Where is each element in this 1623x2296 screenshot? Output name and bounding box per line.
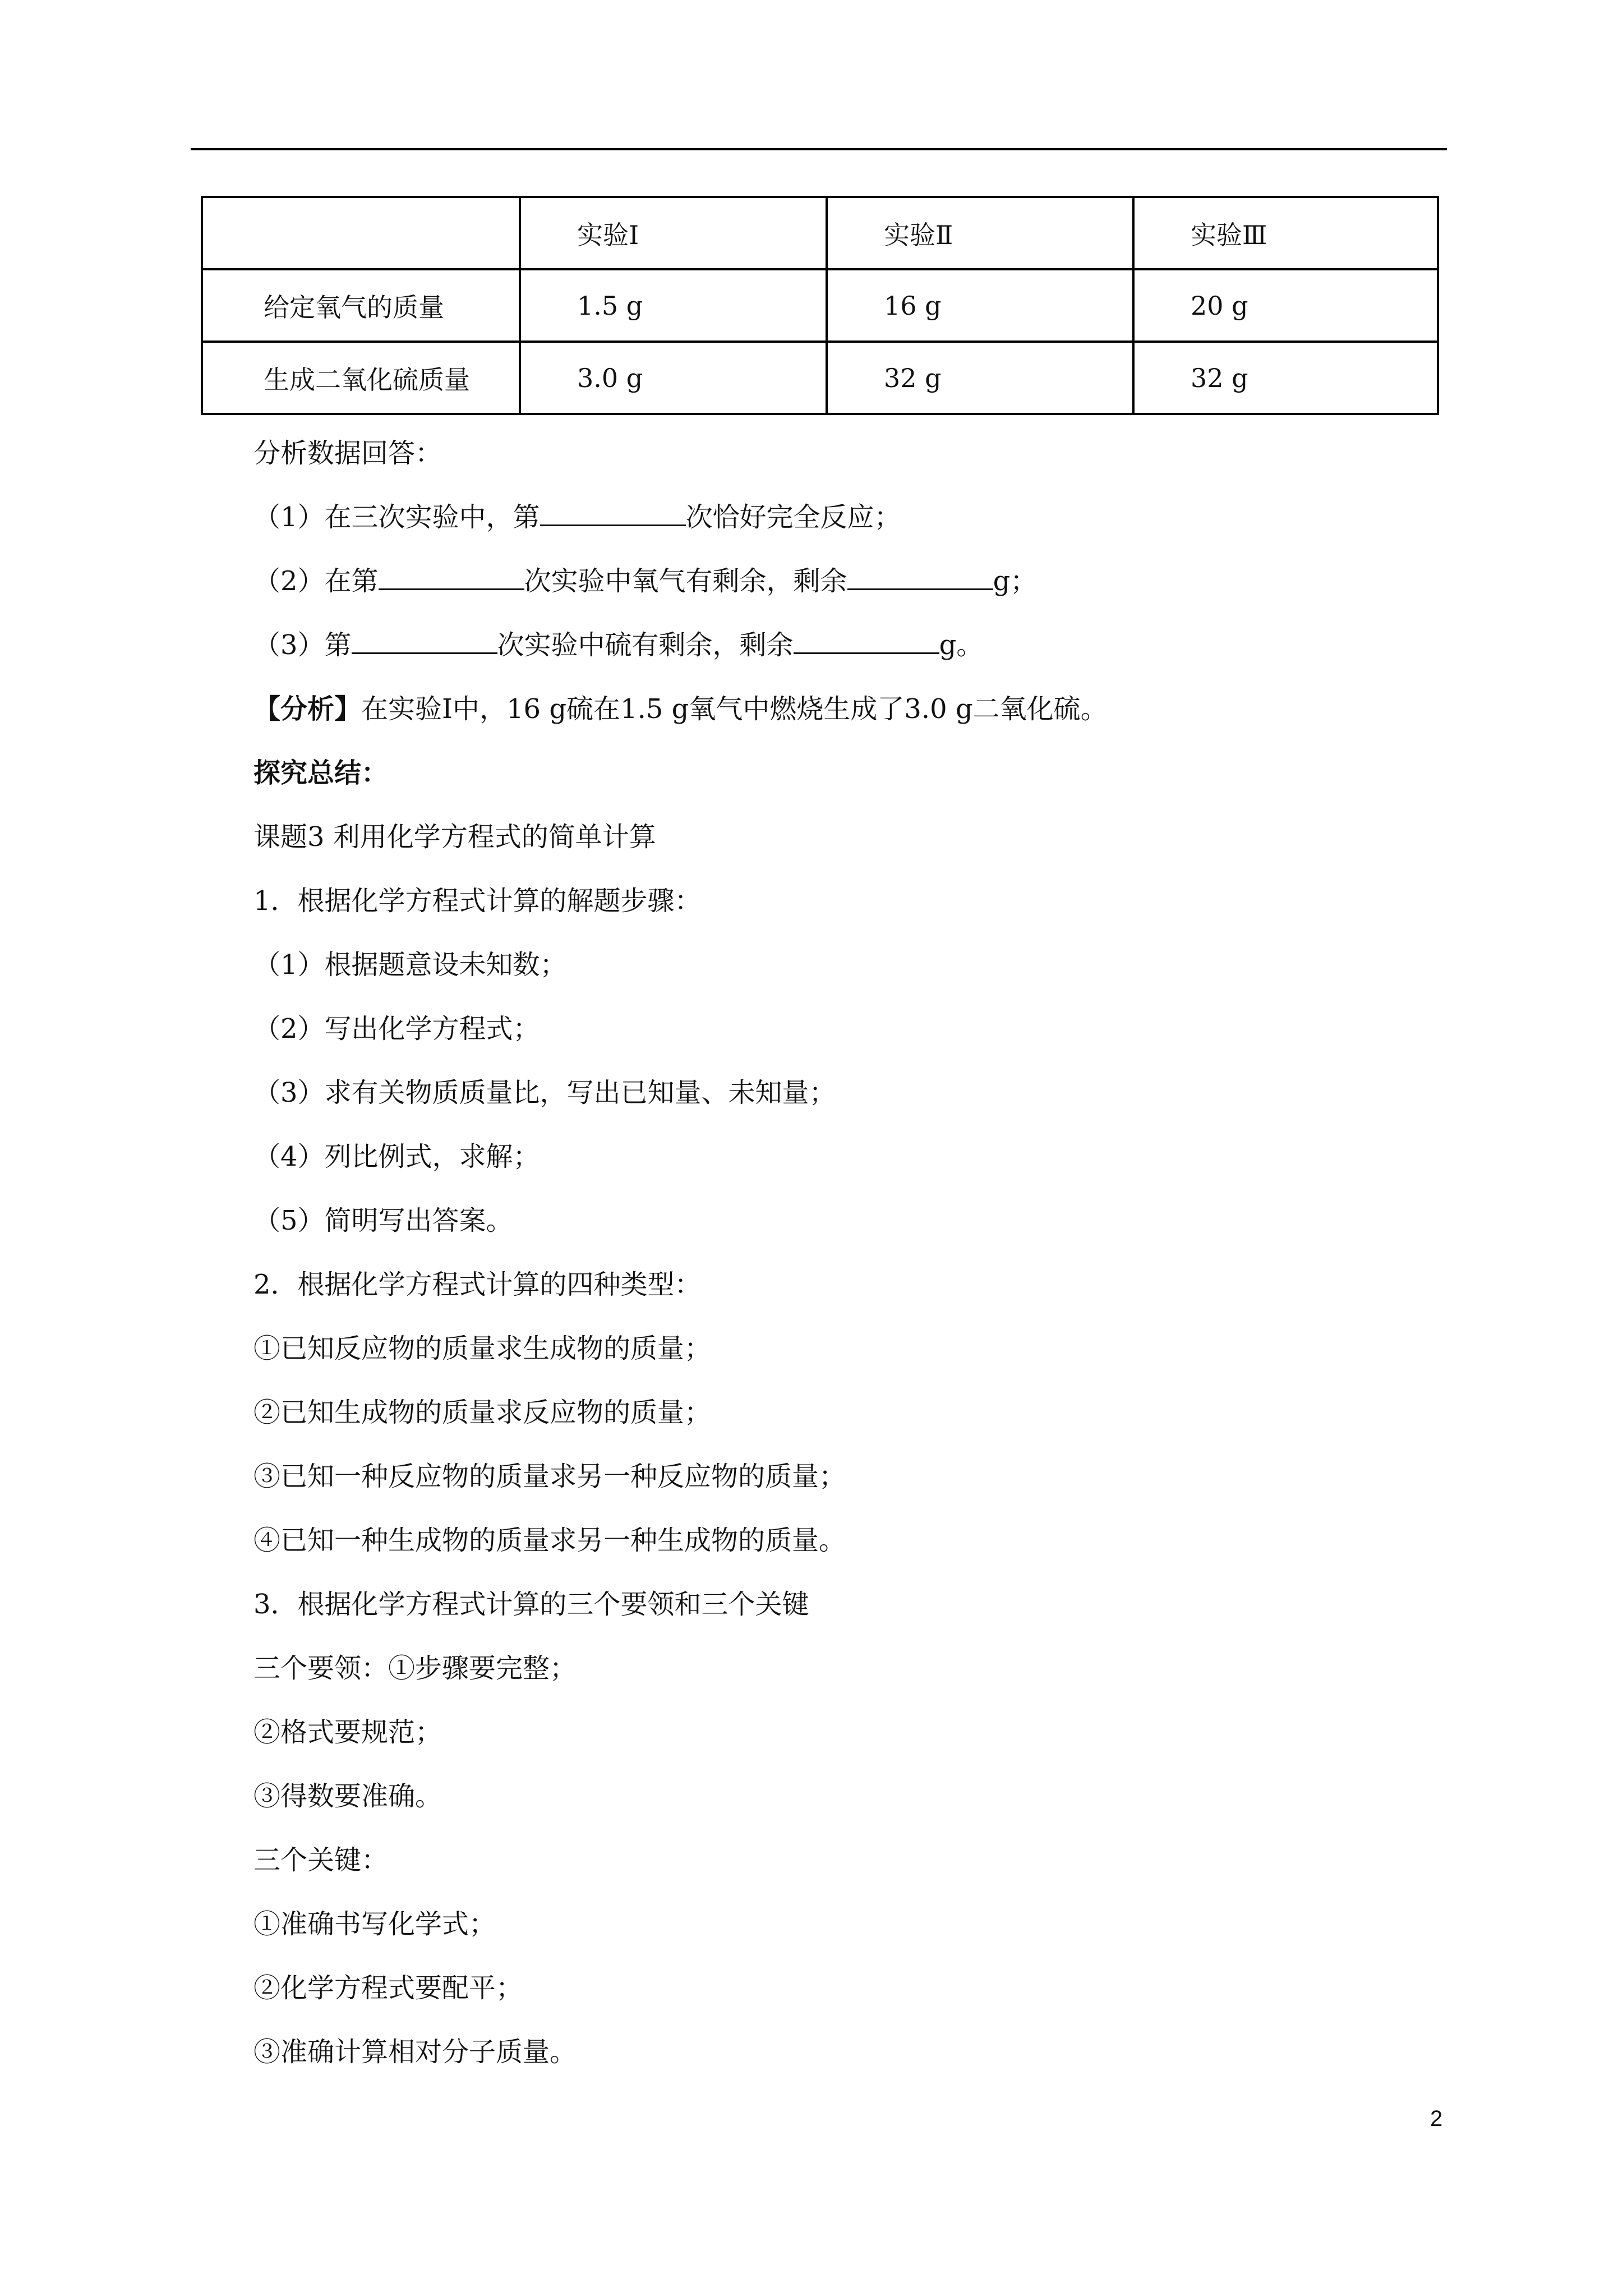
table-cell: 16 g <box>827 269 1133 342</box>
question-text: 次实验中氧气有剩余，剩余 <box>524 565 847 597</box>
question-text: （1）在三次实验中，第 <box>253 501 540 533</box>
question-1 <box>253 499 901 535</box>
type-item: ④已知一种生成物的质量求另一种生成物的质量。 <box>253 1525 846 1556</box>
keys-label: 三个关键： <box>253 1844 389 1876</box>
question-2 <box>253 563 1037 599</box>
essentials-line <box>253 1650 577 1686</box>
essentials-label: 三个要领： <box>253 1653 389 1684</box>
lesson-title: 课题3 利用化学方程式的简单计算 <box>253 821 656 853</box>
question-text: （2）在第 <box>253 565 379 597</box>
key-item: ③准确计算相对分子质量。 <box>253 2036 577 2068</box>
essential-item: ①步骤要完整； <box>388 1653 577 1684</box>
header-rule <box>191 148 1447 150</box>
key-item: ①准确书写化学式； <box>253 1908 496 1940</box>
question-text: 次恰好完全反应； <box>685 501 901 533</box>
question-text: 次实验中硫有剩余，剩余 <box>497 629 794 661</box>
answer-blank <box>540 502 686 526</box>
analysis-prompt: 分析数据回答： <box>253 438 442 469</box>
table-row <box>202 269 1438 342</box>
key-item: ②化学方程式要配平； <box>253 1972 523 2004</box>
table-row <box>202 342 1438 414</box>
step-item: （3）求有关物质质量比，写出已知量、未知量； <box>253 1077 836 1108</box>
page-number: 2 <box>1430 2106 1443 2131</box>
type-item: ③已知一种反应物的质量求另一种反应物的质量； <box>253 1461 846 1492</box>
experiment-table <box>201 196 1439 415</box>
table-header-cell <box>202 197 520 269</box>
table-cell: 1.5 g <box>520 269 827 342</box>
answer-blank <box>352 630 497 654</box>
step-item: （1）根据题意设未知数； <box>253 949 567 981</box>
table-header-cell: 实验Ⅰ <box>520 197 827 269</box>
step-item: （2）写出化学方程式； <box>253 1013 540 1045</box>
answer-blank <box>379 566 524 590</box>
type-item: ①已知反应物的质量求生成物的质量； <box>253 1333 712 1364</box>
table-row-label: 生成二氧化硫质量 <box>202 342 520 414</box>
section-3-title: 3．根据化学方程式计算的三个要领和三个关键 <box>253 1589 809 1620</box>
type-item: ②已知生成物的质量求反应物的质量； <box>253 1397 712 1428</box>
section-1-title: 1．根据化学方程式计算的解题步骤： <box>253 885 702 917</box>
table-header-cell: 实验Ⅲ <box>1133 197 1438 269</box>
question-text: g。 <box>939 629 984 661</box>
analysis-paragraph <box>253 691 1108 727</box>
table-row-label: 给定氧气的质量 <box>202 269 520 342</box>
table-cell: 3.0 g <box>520 342 827 414</box>
essential-item: ②格式要规范； <box>253 1717 442 1748</box>
summary-heading: 探究总结： <box>253 757 389 789</box>
table-cell: 20 g <box>1133 269 1438 342</box>
step-item: （4）列比例式，求解； <box>253 1141 540 1172</box>
section-2-title: 2．根据化学方程式计算的四种类型： <box>253 1269 702 1300</box>
table-cell: 32 g <box>827 342 1133 414</box>
essential-item: ③得数要准确。 <box>253 1780 442 1812</box>
table-header-cell: 实验Ⅱ <box>827 197 1133 269</box>
analysis-tag: 【分析】 <box>253 693 362 725</box>
table-header-row <box>202 197 1438 269</box>
step-item: （5）简明写出答案。 <box>253 1205 513 1236</box>
answer-blank <box>794 630 939 654</box>
table-cell: 32 g <box>1133 342 1438 414</box>
question-text: （3）第 <box>253 629 352 661</box>
question-text: g； <box>993 565 1038 597</box>
question-3 <box>253 627 983 663</box>
analysis-text: 在实验Ⅰ中，16 g硫在1.5 g氧气中燃烧生成了3.0 g二氧化硫。 <box>361 693 1108 725</box>
answer-blank <box>847 566 993 590</box>
